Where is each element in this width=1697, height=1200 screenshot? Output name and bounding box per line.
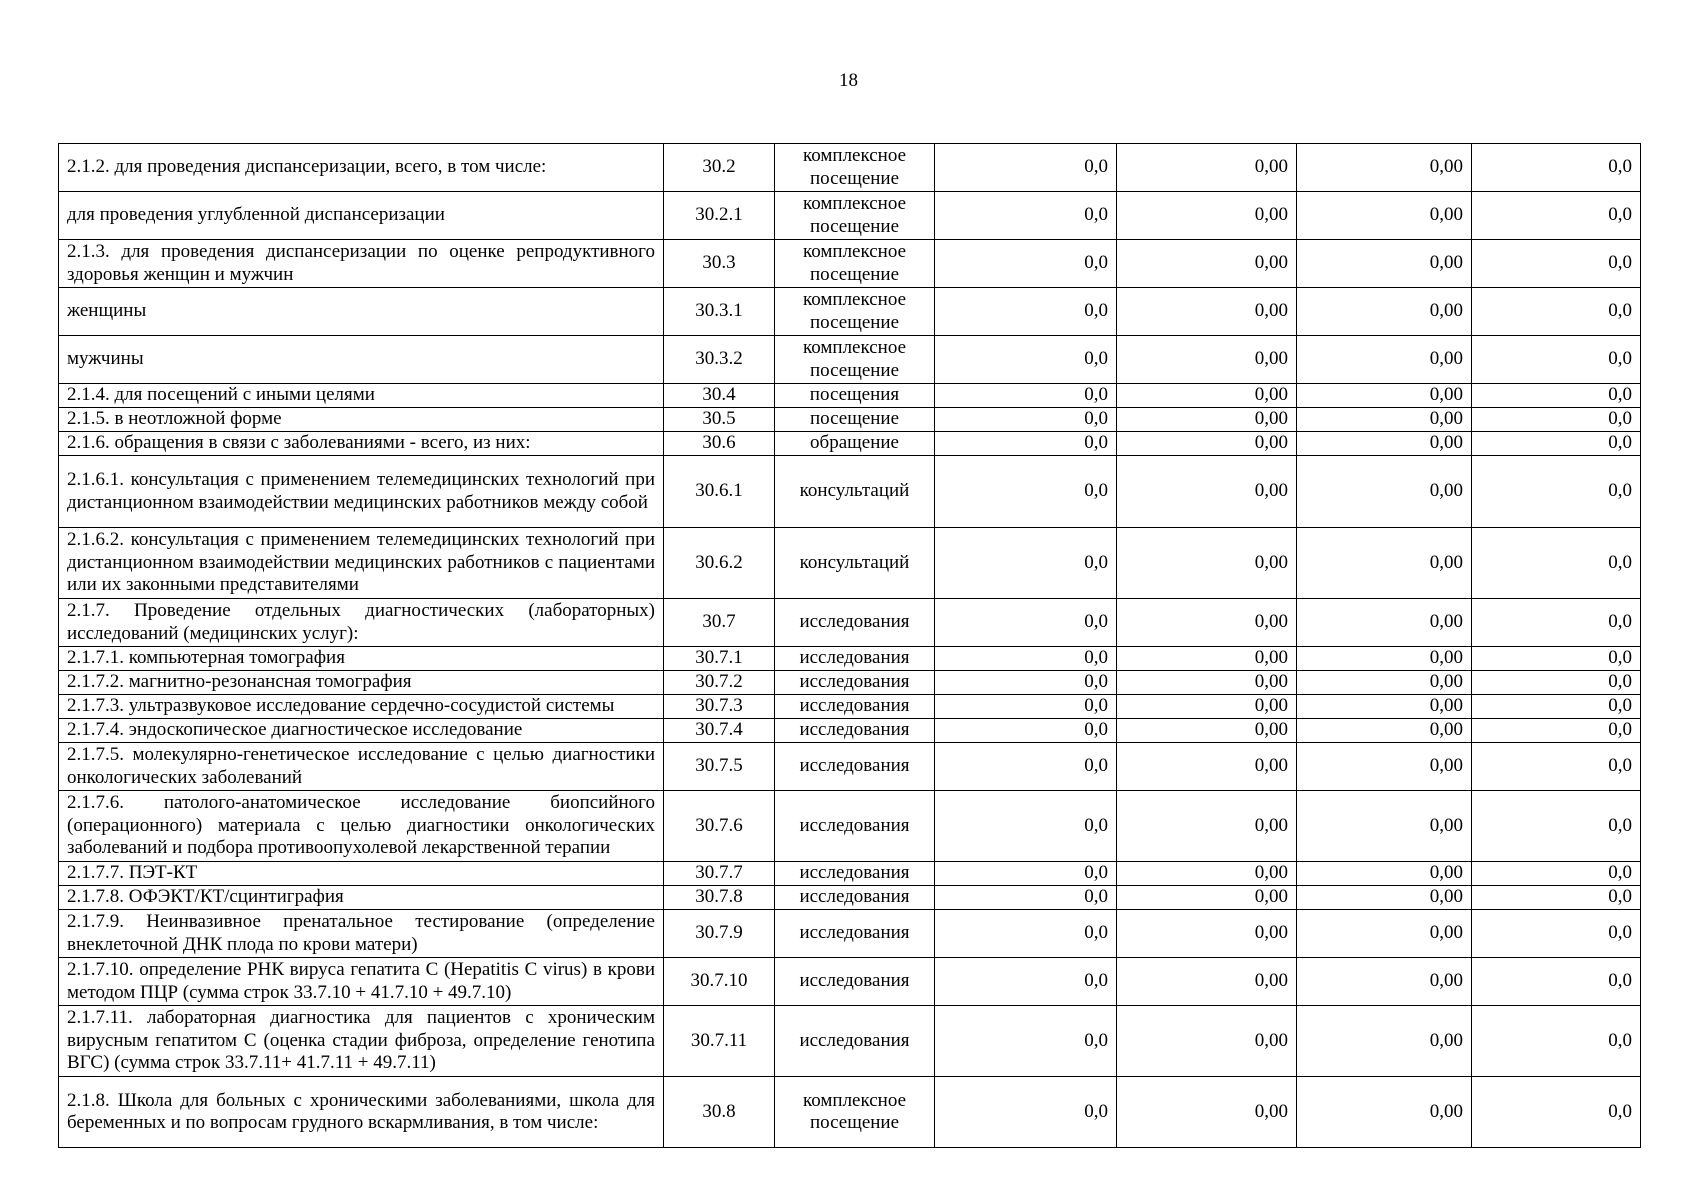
value-cell-1: 0,0 [935, 288, 1117, 336]
table-row [59, 743, 1641, 791]
row-name-cell: 2.1.8. Школа для больных с хроническими заболеваниями, школа для беременных и по вопросам грудного вскармливания, в том числе: [59, 1077, 664, 1148]
value-cell-4: 0,0 [1472, 432, 1641, 456]
unit-cell: исследования [775, 791, 935, 862]
table-row [59, 456, 1641, 528]
row-name-cell: 2.1.7.9. Неинвазивное пренатальное тестирование (определение внеклеточной ДНК плода по крови матери) [59, 910, 664, 958]
value-cell-4: 0,0 [1472, 862, 1641, 886]
table-row [59, 791, 1641, 862]
row-name-cell: 2.1.7.5. молекулярно-генетическое исследование с целью диагностики онкологических заболеваний [59, 743, 664, 791]
value-cell-1: 0,0 [935, 886, 1117, 910]
row-code-cell: 30.3 [664, 240, 775, 288]
row-code-cell: 30.7.5 [664, 743, 775, 791]
unit-cell: комплексное посещение [775, 336, 935, 384]
row-name-cell: 2.1.7.10. определение РНК вируса гепатита С (Hepatitis С virus) в крови методом ПЦР (сумма строк 33.7.10 + 41.7.10 + 49.7.10) [59, 958, 664, 1006]
unit-cell: исследования [775, 886, 935, 910]
value-cell-2: 0,00 [1117, 719, 1297, 743]
row-code-cell: 30.6.1 [664, 456, 775, 528]
table-row [59, 384, 1641, 408]
value-cell-3: 0,00 [1297, 599, 1472, 647]
row-code-cell: 30.4 [664, 384, 775, 408]
row-name-cell: 2.1.7.2. магнитно-резонансная томография [59, 671, 664, 695]
row-name-cell: 2.1.6.1. консультация с применением телемедицинских технологий при дистанционном взаимодействии медицинских работников между собой [59, 456, 664, 528]
unit-cell: исследования [775, 695, 935, 719]
row-name-cell: 2.1.7.3. ультразвуковое исследование сердечно-сосудистой системы [59, 695, 664, 719]
value-cell-3: 0,00 [1297, 1077, 1472, 1148]
table-row [59, 528, 1641, 599]
row-name-cell: мужчины [59, 336, 664, 384]
value-cell-1: 0,0 [935, 240, 1117, 288]
value-cell-4: 0,0 [1472, 647, 1641, 671]
row-code-cell: 30.7.2 [664, 671, 775, 695]
value-cell-2: 0,00 [1117, 432, 1297, 456]
value-cell-2: 0,00 [1117, 862, 1297, 886]
value-cell-1: 0,0 [935, 599, 1117, 647]
row-code-cell: 30.7.6 [664, 791, 775, 862]
value-cell-3: 0,00 [1297, 958, 1472, 1006]
row-code-cell: 30.3.1 [664, 288, 775, 336]
value-cell-3: 0,00 [1297, 408, 1472, 432]
value-cell-3: 0,00 [1297, 671, 1472, 695]
value-cell-1: 0,0 [935, 384, 1117, 408]
value-cell-2: 0,00 [1117, 743, 1297, 791]
table-row [59, 240, 1641, 288]
row-name-cell: 2.1.7.1. компьютерная томография [59, 647, 664, 671]
table-row [59, 695, 1641, 719]
value-cell-3: 0,00 [1297, 240, 1472, 288]
value-cell-4: 0,0 [1472, 408, 1641, 432]
unit-cell: исследования [775, 647, 935, 671]
table-row [59, 862, 1641, 886]
row-name-cell: 2.1.6. обращения в связи с заболеваниями - всего, из них: [59, 432, 664, 456]
table-row [59, 408, 1641, 432]
unit-cell: исследования [775, 671, 935, 695]
table-body [59, 144, 1641, 1148]
value-cell-3: 0,00 [1297, 647, 1472, 671]
value-cell-2: 0,00 [1117, 528, 1297, 599]
value-cell-3: 0,00 [1297, 336, 1472, 384]
value-cell-2: 0,00 [1117, 910, 1297, 958]
value-cell-2: 0,00 [1117, 336, 1297, 384]
value-cell-2: 0,00 [1117, 599, 1297, 647]
row-code-cell: 30.7.3 [664, 695, 775, 719]
value-cell-1: 0,0 [935, 1006, 1117, 1077]
value-cell-3: 0,00 [1297, 791, 1472, 862]
value-cell-4: 0,0 [1472, 958, 1641, 1006]
data-table [58, 143, 1641, 1148]
value-cell-4: 0,0 [1472, 599, 1641, 647]
row-name-cell: 2.1.6.2. консультация с применением телемедицинских технологий при дистанционном взаимодействии медицинских работников с пациентами или их законными представителями [59, 528, 664, 599]
row-code-cell: 30.7 [664, 599, 775, 647]
value-cell-4: 0,0 [1472, 528, 1641, 599]
table-row [59, 599, 1641, 647]
row-name-cell: 2.1.7.11. лабораторная диагностика для пациентов с хроническим вирусным гепатитом С (оценка стадии фиброза, определение генотипа ВГС) (сумма строк 33.7.11+ 41.7.11 + 49.7.11) [59, 1006, 664, 1077]
unit-cell: исследования [775, 910, 935, 958]
value-cell-2: 0,00 [1117, 791, 1297, 862]
value-cell-4: 0,0 [1472, 336, 1641, 384]
value-cell-3: 0,00 [1297, 743, 1472, 791]
value-cell-4: 0,0 [1472, 791, 1641, 862]
value-cell-1: 0,0 [935, 671, 1117, 695]
unit-cell: исследования [775, 719, 935, 743]
value-cell-1: 0,0 [935, 408, 1117, 432]
value-cell-4: 0,0 [1472, 456, 1641, 528]
value-cell-1: 0,0 [935, 719, 1117, 743]
value-cell-3: 0,00 [1297, 144, 1472, 192]
unit-cell: исследования [775, 599, 935, 647]
value-cell-4: 0,0 [1472, 288, 1641, 336]
row-code-cell: 30.5 [664, 408, 775, 432]
row-code-cell: 30.3.2 [664, 336, 775, 384]
value-cell-4: 0,0 [1472, 695, 1641, 719]
value-cell-3: 0,00 [1297, 862, 1472, 886]
table-row [59, 288, 1641, 336]
value-cell-4: 0,0 [1472, 192, 1641, 240]
table-row [59, 910, 1641, 958]
table-row [59, 432, 1641, 456]
value-cell-3: 0,00 [1297, 695, 1472, 719]
value-cell-2: 0,00 [1117, 384, 1297, 408]
row-name-cell: 2.1.7.4. эндоскопическое диагностическое исследование [59, 719, 664, 743]
value-cell-2: 0,00 [1117, 671, 1297, 695]
row-name-cell: 2.1.7. Проведение отдельных диагностических (лабораторных) исследований (медицинских услуг): [59, 599, 664, 647]
table-row [59, 886, 1641, 910]
unit-cell: консультаций [775, 528, 935, 599]
unit-cell: комплексное посещение [775, 192, 935, 240]
value-cell-3: 0,00 [1297, 288, 1472, 336]
table-row [59, 647, 1641, 671]
value-cell-1: 0,0 [935, 528, 1117, 599]
row-name-cell: 2.1.7.6. патолого-анатомическое исследование биопсийного (операционного) материала с целью диагностики онкологических заболеваний и подбора противоопухолевой лекарственной терапии [59, 791, 664, 862]
value-cell-3: 0,00 [1297, 910, 1472, 958]
row-name-cell: 2.1.3. для проведения диспансеризации по оценке репродуктивного здоровья женщин и мужчин [59, 240, 664, 288]
row-code-cell: 30.7.1 [664, 647, 775, 671]
unit-cell: комплексное посещение [775, 288, 935, 336]
unit-cell: комплексное посещение [775, 144, 935, 192]
unit-cell: комплексное посещение [775, 240, 935, 288]
row-code-cell: 30.7.11 [664, 1006, 775, 1077]
row-code-cell: 30.6 [664, 432, 775, 456]
unit-cell: исследования [775, 958, 935, 1006]
value-cell-2: 0,00 [1117, 288, 1297, 336]
row-code-cell: 30.7.9 [664, 910, 775, 958]
unit-cell: исследования [775, 1006, 935, 1077]
value-cell-1: 0,0 [935, 456, 1117, 528]
value-cell-1: 0,0 [935, 695, 1117, 719]
value-cell-3: 0,00 [1297, 528, 1472, 599]
value-cell-4: 0,0 [1472, 144, 1641, 192]
value-cell-3: 0,00 [1297, 192, 1472, 240]
row-name-cell: для проведения углубленной диспансеризации [59, 192, 664, 240]
value-cell-4: 0,0 [1472, 719, 1641, 743]
unit-cell: посещения [775, 384, 935, 408]
row-code-cell: 30.7.4 [664, 719, 775, 743]
row-code-cell: 30.7.8 [664, 886, 775, 910]
value-cell-4: 0,0 [1472, 384, 1641, 408]
value-cell-1: 0,0 [935, 192, 1117, 240]
row-code-cell: 30.7.10 [664, 958, 775, 1006]
unit-cell: обращение [775, 432, 935, 456]
value-cell-2: 0,00 [1117, 886, 1297, 910]
value-cell-1: 0,0 [935, 958, 1117, 1006]
value-cell-4: 0,0 [1472, 1077, 1641, 1148]
value-cell-3: 0,00 [1297, 432, 1472, 456]
unit-cell: исследования [775, 862, 935, 886]
value-cell-4: 0,0 [1472, 910, 1641, 958]
unit-cell: исследования [775, 743, 935, 791]
value-cell-3: 0,00 [1297, 886, 1472, 910]
table-row [59, 192, 1641, 240]
value-cell-2: 0,00 [1117, 1077, 1297, 1148]
value-cell-2: 0,00 [1117, 1006, 1297, 1077]
table-row [59, 1006, 1641, 1077]
value-cell-2: 0,00 [1117, 695, 1297, 719]
value-cell-3: 0,00 [1297, 719, 1472, 743]
unit-cell: консультаций [775, 456, 935, 528]
value-cell-2: 0,00 [1117, 240, 1297, 288]
row-code-cell: 30.2 [664, 144, 775, 192]
row-name-cell: женщины [59, 288, 664, 336]
row-code-cell: 30.6.2 [664, 528, 775, 599]
value-cell-2: 0,00 [1117, 408, 1297, 432]
table-row [59, 336, 1641, 384]
value-cell-1: 0,0 [935, 432, 1117, 456]
value-cell-1: 0,0 [935, 743, 1117, 791]
row-code-cell: 30.7.7 [664, 862, 775, 886]
unit-cell: посещение [775, 408, 935, 432]
value-cell-1: 0,0 [935, 791, 1117, 862]
value-cell-4: 0,0 [1472, 671, 1641, 695]
value-cell-3: 0,00 [1297, 1006, 1472, 1077]
row-name-cell: 2.1.7.7. ПЭТ-КТ [59, 862, 664, 886]
value-cell-2: 0,00 [1117, 144, 1297, 192]
value-cell-1: 0,0 [935, 1077, 1117, 1148]
table-row [59, 719, 1641, 743]
value-cell-2: 0,00 [1117, 958, 1297, 1006]
value-cell-4: 0,0 [1472, 1006, 1641, 1077]
value-cell-1: 0,0 [935, 910, 1117, 958]
value-cell-3: 0,00 [1297, 456, 1472, 528]
row-name-cell: 2.1.4. для посещений с иными целями [59, 384, 664, 408]
row-name-cell: 2.1.2. для проведения диспансеризации, всего, в том числе: [59, 144, 664, 192]
value-cell-1: 0,0 [935, 336, 1117, 384]
value-cell-3: 0,00 [1297, 384, 1472, 408]
value-cell-4: 0,0 [1472, 743, 1641, 791]
table-row [59, 144, 1641, 192]
page-number: 18 [839, 70, 858, 91]
row-name-cell: 2.1.5. в неотложной форме [59, 408, 664, 432]
row-code-cell: 30.8 [664, 1077, 775, 1148]
table-row [59, 958, 1641, 1006]
value-cell-2: 0,00 [1117, 192, 1297, 240]
table-row [59, 1077, 1641, 1148]
table-row [59, 671, 1641, 695]
value-cell-4: 0,0 [1472, 886, 1641, 910]
row-code-cell: 30.2.1 [664, 192, 775, 240]
unit-cell: комплексное посещение [775, 1077, 935, 1148]
value-cell-1: 0,0 [935, 862, 1117, 886]
row-name-cell: 2.1.7.8. ОФЭКТ/КТ/сцинтиграфия [59, 886, 664, 910]
value-cell-2: 0,00 [1117, 647, 1297, 671]
value-cell-1: 0,0 [935, 647, 1117, 671]
value-cell-1: 0,0 [935, 144, 1117, 192]
value-cell-4: 0,0 [1472, 240, 1641, 288]
value-cell-2: 0,00 [1117, 456, 1297, 528]
